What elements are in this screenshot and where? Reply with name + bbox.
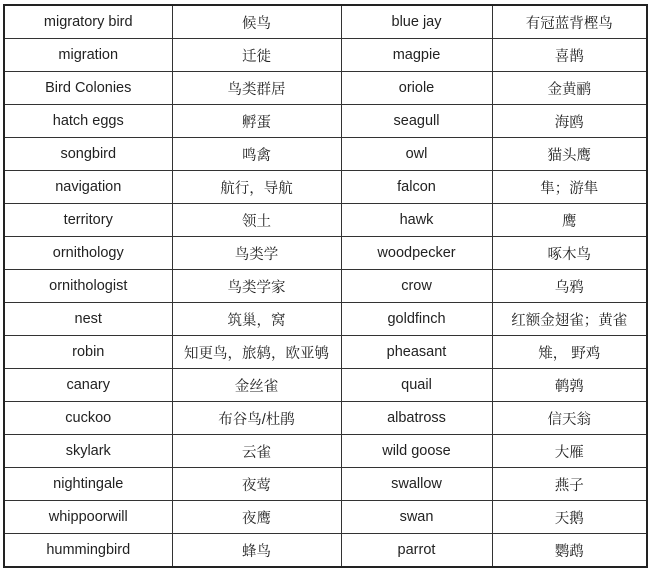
- english-term-cell: albatross: [341, 402, 492, 435]
- chinese-translation-cell: 海鸥: [492, 105, 647, 138]
- english-term-cell: Bird Colonies: [4, 72, 172, 105]
- english-term-cell: skylark: [4, 435, 172, 468]
- english-term-cell: crow: [341, 270, 492, 303]
- english-term-cell: navigation: [4, 171, 172, 204]
- chinese-translation-cell: 云雀: [172, 435, 341, 468]
- english-term-cell: canary: [4, 369, 172, 402]
- english-term-cell: ornithology: [4, 237, 172, 270]
- english-term-cell: songbird: [4, 138, 172, 171]
- chinese-translation-cell: 迁徙: [172, 39, 341, 72]
- chinese-translation-cell: 鹦鹉: [492, 534, 647, 568]
- english-term-cell: quail: [341, 369, 492, 402]
- chinese-translation-cell: 猫头鹰: [492, 138, 647, 171]
- english-term-cell: woodpecker: [341, 237, 492, 270]
- english-term-cell: cuckoo: [4, 402, 172, 435]
- bird-vocabulary-table: [3, 4, 648, 568]
- chinese-translation-cell: 喜鹊: [492, 39, 647, 72]
- english-term-cell: parrot: [341, 534, 492, 568]
- english-term-cell: wild goose: [341, 435, 492, 468]
- chinese-translation-cell: 燕子: [492, 468, 647, 501]
- table-row: [4, 369, 647, 402]
- chinese-translation-cell: 鸣禽: [172, 138, 341, 171]
- english-term-cell: hawk: [341, 204, 492, 237]
- english-term-cell: nest: [4, 303, 172, 336]
- english-term-cell: blue jay: [341, 5, 492, 39]
- english-term-cell: migratory bird: [4, 5, 172, 39]
- table-body: [4, 5, 647, 567]
- chinese-translation-cell: 鸟类学: [172, 237, 341, 270]
- chinese-translation-cell: 领土: [172, 204, 341, 237]
- chinese-translation-cell: 啄木鸟: [492, 237, 647, 270]
- table-row: [4, 501, 647, 534]
- chinese-translation-cell: 布谷鸟/杜鹃: [172, 402, 341, 435]
- chinese-translation-cell: 知更鸟，旅鸫，欧亚鸲: [172, 336, 341, 369]
- chinese-translation-cell: 红额金翅雀；黄雀: [492, 303, 647, 336]
- english-term-cell: oriole: [341, 72, 492, 105]
- english-term-cell: hummingbird: [4, 534, 172, 568]
- english-term-cell: whippoorwill: [4, 501, 172, 534]
- english-term-cell: robin: [4, 336, 172, 369]
- chinese-translation-cell: 夜莺: [172, 468, 341, 501]
- chinese-translation-cell: 夜鹰: [172, 501, 341, 534]
- chinese-translation-cell: 鸟类学家: [172, 270, 341, 303]
- table-row: [4, 5, 647, 39]
- table-row: [4, 171, 647, 204]
- chinese-translation-cell: 筑巢，窝: [172, 303, 341, 336]
- table-row: [4, 138, 647, 171]
- chinese-translation-cell: 候鸟: [172, 5, 341, 39]
- chinese-translation-cell: 鹌鹑: [492, 369, 647, 402]
- table-row: [4, 204, 647, 237]
- table-row: [4, 534, 647, 568]
- table-row: [4, 270, 647, 303]
- english-term-cell: nightingale: [4, 468, 172, 501]
- table-row: [4, 402, 647, 435]
- table-row: [4, 303, 647, 336]
- chinese-translation-cell: 孵蛋: [172, 105, 341, 138]
- english-term-cell: falcon: [341, 171, 492, 204]
- english-term-cell: swan: [341, 501, 492, 534]
- table-row: [4, 39, 647, 72]
- chinese-translation-cell: 金丝雀: [172, 369, 341, 402]
- english-term-cell: territory: [4, 204, 172, 237]
- english-term-cell: ornithologist: [4, 270, 172, 303]
- chinese-translation-cell: 金黄鹂: [492, 72, 647, 105]
- table-row: [4, 237, 647, 270]
- table-row: [4, 336, 647, 369]
- table-row: [4, 105, 647, 138]
- chinese-translation-cell: 信天翁: [492, 402, 647, 435]
- table-row: [4, 468, 647, 501]
- english-term-cell: hatch eggs: [4, 105, 172, 138]
- english-term-cell: pheasant: [341, 336, 492, 369]
- chinese-translation-cell: 航行，导航: [172, 171, 341, 204]
- english-term-cell: swallow: [341, 468, 492, 501]
- chinese-translation-cell: 隼；游隼: [492, 171, 647, 204]
- english-term-cell: magpie: [341, 39, 492, 72]
- english-term-cell: seagull: [341, 105, 492, 138]
- chinese-translation-cell: 蜂鸟: [172, 534, 341, 568]
- english-term-cell: goldfinch: [341, 303, 492, 336]
- english-term-cell: owl: [341, 138, 492, 171]
- english-term-cell: migration: [4, 39, 172, 72]
- table-row: [4, 435, 647, 468]
- chinese-translation-cell: 雉， 野鸡: [492, 336, 647, 369]
- table-row: [4, 72, 647, 105]
- chinese-translation-cell: 乌鸦: [492, 270, 647, 303]
- chinese-translation-cell: 鹰: [492, 204, 647, 237]
- chinese-translation-cell: 有冠蓝背樫鸟: [492, 5, 647, 39]
- chinese-translation-cell: 鸟类群居: [172, 72, 341, 105]
- chinese-translation-cell: 大雁: [492, 435, 647, 468]
- chinese-translation-cell: 天鹅: [492, 501, 647, 534]
